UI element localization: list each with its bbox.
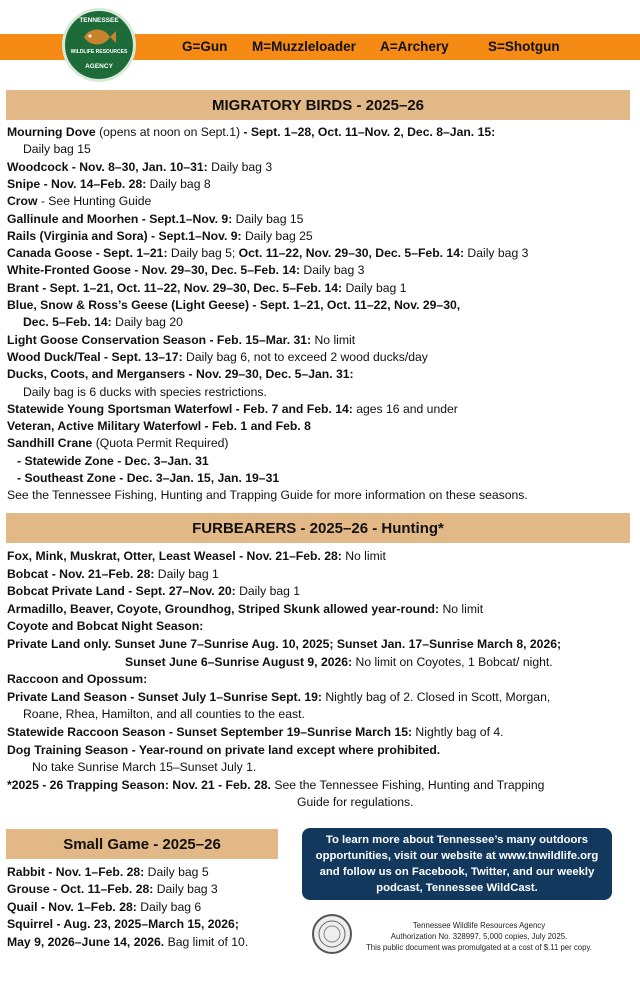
migratory-line [7, 211, 303, 228]
bold-text: Bobcat - Nov. 21–Feb. 28: [7, 566, 155, 581]
bold-text: May 9, 2026–June 14, 2026. [7, 934, 165, 949]
furbearers-line [32, 759, 256, 776]
bold-text: Statewide Young Sportsman Waterfowl - Feb. 7 and Feb. 14: [7, 401, 353, 416]
bold-text: Coyote and Bobcat Night Season: [7, 619, 204, 634]
migratory-line [23, 384, 267, 401]
bold-text: Dog Training Season - Year-round on private land except where prohibited. [7, 742, 441, 757]
plain-text: Daily bag 20 [111, 315, 183, 330]
bold-text: - Sept. 1–28, Oct. 11–Nov. 2, Dec. 8–Jan. 15: [243, 125, 496, 139]
bold-text: Gallinule and Moorhen - Sept.1–Nov. 9: [7, 211, 233, 226]
fish-icon [82, 25, 116, 49]
bold-text: Ducks, Coots, and Mergansers - Nov. 29–30, Dec. 5–Jan. 31: [7, 367, 354, 382]
bold-text: Oct. 11–22, Nov. 29–30, Dec. 5–Feb. 14: [238, 246, 465, 261]
legend-shotgun: S=Shotgun [488, 39, 560, 54]
bold-text: Veteran, Active Military Waterfowl - Feb. 1 and Feb. 8 [7, 419, 311, 434]
migratory-line [7, 193, 151, 210]
logo-bottom-text: AGENCY [85, 63, 113, 70]
bold-text: Canada Goose - Sept. 1–21: [7, 246, 168, 261]
plain-text: ages 16 and under [352, 401, 458, 416]
small-game-line [7, 916, 239, 933]
bold-text: Grouse - Oct. 11–Feb. 28: [7, 882, 154, 897]
furbearers-line [297, 794, 414, 811]
plain-text: - See Hunting Guide [37, 194, 152, 209]
plain-text: Daily bag 3 [153, 882, 218, 897]
bold-text: Mourning Dove [7, 125, 96, 139]
migratory-birds-header: MIGRATORY BIRDS - 2025–26 [6, 90, 630, 120]
bold-text: Statewide Raccoon Season - Sunset September 19–Sunrise March 15: [7, 725, 413, 739]
bold-text: - Statewide Zone - Dec. 3–Jan. 31 [17, 453, 209, 468]
bold-text: Woodcock - Nov. 8–30, Jan. 10–31: [7, 159, 208, 174]
migratory-line [7, 487, 528, 504]
logo-top-text: TENNESSEE [79, 17, 119, 24]
plain-text: Daily bag 3 [300, 263, 365, 278]
migratory-line [7, 297, 460, 314]
furbearers-line [7, 566, 219, 583]
legend-archery: A=Archery [380, 39, 449, 54]
plain-text: Daily bag 6, not to exceed 2 wood ducks/day [182, 349, 428, 364]
plain-text: Bag limit of 10. [164, 934, 249, 949]
bold-text: Brant - Sept. 1–21, Oct. 11–22, Nov. 29–30, Dec. 5–Feb. 14: [7, 280, 343, 295]
plain-text: Daily bag 3 [207, 159, 273, 174]
migratory-line [7, 349, 428, 366]
plain-text: Guide for regulations. [297, 795, 414, 810]
legend-gun: G=Gun [182, 39, 228, 54]
plain-text: Daily bag 1 [154, 566, 219, 581]
migratory-line [7, 245, 528, 262]
migratory-line [23, 314, 183, 331]
furbearers-line [7, 724, 504, 741]
plain-text: See the Tennessee Fishing, Hunting and Trapping Guide for more information on these seasons. [7, 488, 528, 503]
footer-cost: This public document was promulgated at a cost of $.11 per copy. [366, 943, 592, 952]
migratory-line [17, 470, 279, 487]
furbearers-line [7, 742, 440, 759]
info-line: opportunities, visit our website at www.tnwildlife.org [315, 850, 599, 862]
plain-text: Daily bag 3 [464, 246, 529, 261]
migratory-line [7, 435, 229, 452]
bold-text: Private Land Season - Sunset July 1–Sunrise Sept. 19: [7, 689, 322, 704]
bold-text: Blue, Snow & Ross’s Geese (Light Geese) - Sept. 1–21, Oct. 11–22, Nov. 29–30, [7, 298, 461, 312]
plain-text: Daily bag 25 [241, 228, 313, 243]
plain-text: No limit [311, 332, 356, 347]
bold-text: Private Land only. Sunset June 7–Sunrise Aug. 10, 2025; Sunset Jan. 17–Sunrise March 8, 2026; [7, 637, 562, 651]
furbearers-line [23, 706, 305, 723]
bold-text: Fox, Mink, Muskrat, Otter, Least Weasel - Nov. 21–Feb. 28: [7, 549, 342, 563]
info-line: and follow us on Facebook, Twitter, and our weekly [319, 866, 595, 878]
furbearers-line [7, 618, 203, 635]
small-game-line [7, 881, 218, 898]
bold-text: Dec. 5–Feb. 14: [23, 315, 112, 330]
furbearers-line [7, 671, 147, 688]
bold-text: *2025 - 26 Trapping Season: Nov. 21 - Feb. 28. [7, 777, 271, 792]
twra-logo [62, 8, 136, 82]
plain-text: Daily bag 1 [235, 584, 301, 599]
info-line: podcast, Tennessee WildCast. [376, 882, 538, 894]
migratory-line [7, 228, 313, 245]
state-seal-icon [312, 914, 352, 954]
info-box [302, 828, 612, 900]
migratory-line [7, 332, 355, 349]
small-game-line [7, 864, 209, 881]
bold-text: Sunset June 6–Sunrise August 9, 2026: [125, 654, 353, 669]
bold-text: Quail - Nov. 1–Feb. 28: [7, 899, 137, 914]
furbearers-line [7, 636, 561, 653]
plain-text: Daily bag 15 [232, 211, 304, 226]
info-line: To learn more about Tennessee’s many outdoors [325, 834, 589, 846]
migratory-line [7, 159, 272, 176]
bold-text: Rails (Virginia and Sora) - Sept.1–Nov. 9: [7, 228, 242, 243]
logo-middle-text: WILDLIFE RESOURCES [70, 49, 128, 55]
plain-text: No limit [439, 601, 484, 616]
furbearers-header: FURBEARERS - 2025–26 - Hunting* [6, 513, 630, 543]
seal-graphic [314, 916, 350, 952]
bold-text: Snipe - Nov. 14–Feb. 28: [7, 176, 147, 191]
plain-text: (opens at noon on Sept.1) [95, 125, 244, 139]
migratory-line [7, 280, 406, 297]
plain-text: No limit [341, 549, 386, 563]
plain-text: Nightly bag of 2. Closed in Scott, Morgan, [321, 689, 551, 704]
plain-text: Daily bag 6 [136, 899, 202, 914]
bold-text: White-Fronted Goose - Nov. 29–30, Dec. 5–Feb. 14: [7, 263, 301, 278]
small-game-line [7, 899, 201, 916]
bold-text: - Southeast Zone - Dec. 3–Jan. 15, Jan. 19–31 [17, 471, 280, 485]
furbearers-line [7, 548, 386, 565]
furbearers-line [7, 583, 300, 600]
plain-text: (Quota Permit Required) [92, 436, 229, 451]
plain-text: Daily bag 5 [144, 865, 209, 879]
furbearers-line [125, 654, 553, 671]
furbearers-line [7, 601, 483, 618]
small-game-header: Small Game - 2025–26 [6, 829, 278, 859]
plain-text: Roane, Rhea, Hamilton, and all counties to the east. [23, 707, 305, 722]
furbearers-line [7, 777, 544, 794]
migratory-line [7, 176, 211, 193]
bold-text: Squirrel - Aug. 23, 2025–March 15, 2026; [7, 917, 239, 932]
bold-text: Raccoon and Opossum: [7, 672, 148, 687]
small-game-line [7, 934, 248, 951]
bold-text: Bobcat Private Land - Sept. 27–Nov. 20: [7, 584, 236, 599]
migratory-line [23, 141, 91, 158]
bold-text: Armadillo, Beaver, Coyote, Groundhog, Striped Skunk allowed year-round: [7, 601, 440, 616]
footer-authorization: Authorization No. 328997, 5,000 copies, July 2025. [390, 932, 568, 941]
footer-agency: Tennessee Wildlife Resources Agency [412, 921, 546, 930]
plain-text: Daily bag is 6 ducks with species restrictions. [23, 384, 267, 399]
bold-text: Sandhill Crane [7, 436, 93, 451]
plain-text: See the Tennessee Fishing, Hunting and Trapping [270, 777, 545, 792]
plain-text: No limit on Coyotes, 1 Bobcat/ night. [352, 654, 553, 669]
migratory-line [7, 401, 458, 418]
bold-text: Crow [7, 194, 38, 209]
migratory-line [7, 366, 354, 383]
plain-text: Daily bag 8 [146, 176, 211, 191]
plain-text: No take Sunrise March 15–Sunset July 1. [32, 760, 257, 775]
migratory-line [7, 262, 364, 279]
migratory-line [7, 124, 495, 141]
migratory-line [17, 453, 209, 470]
furbearers-line [7, 689, 550, 706]
bold-text: Light Goose Conservation Season - Feb. 15–Mar. 31: [7, 332, 312, 347]
legend-muzzleloader: M=Muzzleloader [252, 39, 356, 54]
bold-text: Wood Duck/Teal - Sept. 13–17: [7, 349, 183, 364]
plain-text: Daily bag 5; [167, 246, 239, 261]
plain-text: Daily bag 15 [23, 142, 91, 157]
bold-text: Rabbit - Nov. 1–Feb. 28: [7, 865, 145, 879]
plain-text: Nightly bag of 4. [412, 725, 504, 739]
migratory-line [7, 418, 311, 435]
plain-text: Daily bag 1 [342, 280, 407, 295]
